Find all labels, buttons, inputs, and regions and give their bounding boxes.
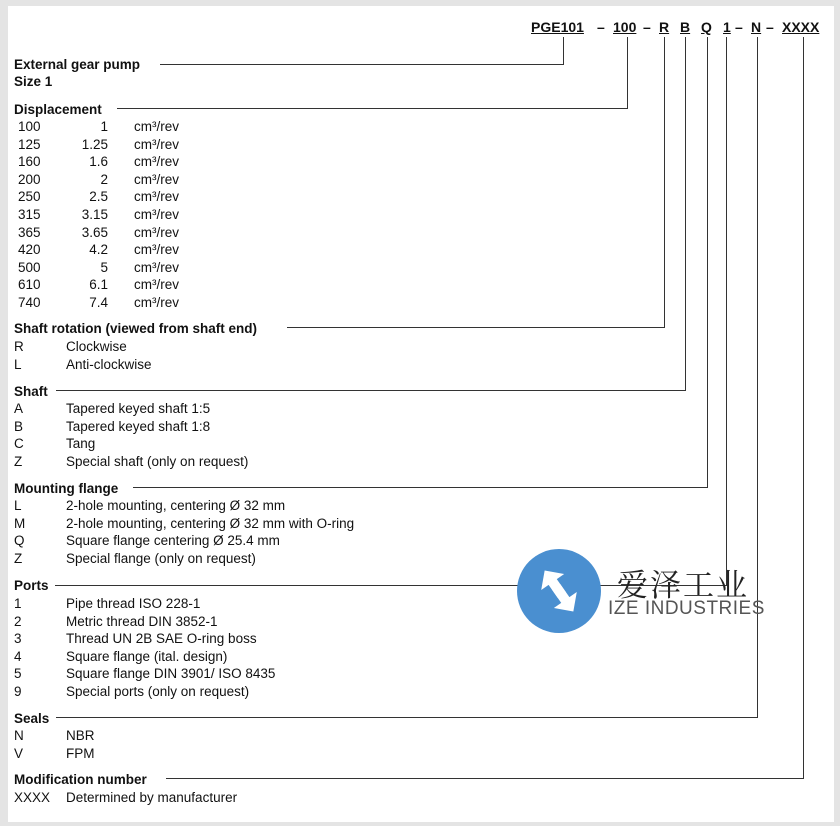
displacement-value: 3.15 [81, 207, 108, 222]
code-ports: 1 [723, 19, 731, 35]
displacement-value: 1.6 [89, 154, 108, 170]
code-modification: XXXX [782, 19, 820, 35]
displacement-unit: cm³/rev [134, 242, 179, 258]
modification-title: Modification number [14, 772, 147, 787]
flange-option-code: Q [14, 533, 25, 549]
code-shaft: B [680, 19, 691, 35]
flange-option-desc: 2-hole mounting, centering Ø 32 mm with O-ring [66, 515, 355, 531]
ports-option-desc: Metric thread DIN 3852-1 [66, 613, 218, 629]
shaft-option-desc: Tang [66, 436, 96, 452]
shaft-option-code: C [14, 436, 24, 452]
code-seals: N [751, 19, 762, 35]
flange-option-desc: 2-hole mounting, centering Ø 32 mm [66, 498, 286, 513]
displacement-value: 2 [100, 171, 108, 187]
code-rotation: R [659, 19, 670, 35]
leader-v-displacement [627, 37, 628, 109]
flange-option-code: M [14, 515, 26, 531]
displacement-unit: cm³/rev [134, 259, 179, 275]
displacement-code: 740 [18, 295, 41, 310]
flange-option-desc: Special flange (only on request) [66, 550, 256, 566]
displacement-unit: cm³/rev [134, 136, 179, 152]
rotation-option-code: R [14, 339, 24, 354]
displacement-unit: cm³/rev [134, 295, 179, 310]
rotation-title: Shaft rotation (viewed from shaft end) [14, 321, 258, 336]
displacement-value: 7.4 [89, 295, 108, 310]
ports-option-desc: Pipe thread ISO 228-1 [66, 596, 201, 611]
pump-title: External gear pump [14, 57, 141, 72]
ports-option-code: 5 [14, 666, 22, 682]
leader-seals [56, 717, 758, 718]
flange-title: Mounting flange [14, 481, 119, 496]
leader-rotation [287, 327, 665, 328]
ports-option-code: 2 [14, 613, 22, 629]
displacement-unit: cm³/rev [134, 277, 179, 293]
displacement-value: 2.5 [89, 189, 108, 205]
displacement-value: 1.25 [81, 136, 108, 152]
ports-option-code: 4 [14, 648, 22, 664]
leader-modification [166, 778, 804, 779]
displacement-value: 6.1 [89, 277, 108, 293]
ports-title: Ports [14, 578, 49, 593]
displacement-value: 1 [100, 119, 108, 134]
displacement-value: 4.2 [89, 242, 108, 258]
ports-option-code: 1 [14, 596, 22, 611]
ize-logo-icon [514, 546, 604, 636]
displacement-title: Displacement [14, 102, 102, 117]
shaft-title: Shaft [14, 384, 48, 399]
leader-displacement [117, 108, 628, 109]
leader-v-modification [803, 37, 804, 779]
leader-pump [160, 64, 564, 65]
displacement-code: 500 [18, 259, 41, 275]
seals-option-code: N [14, 728, 24, 743]
ports-option-desc: Square flange (ital. design) [66, 648, 228, 664]
seals-option-desc: FPM [66, 745, 95, 761]
watermark-en: IZE INDUSTRIES [608, 598, 765, 619]
displacement-unit: cm³/rev [134, 171, 179, 187]
flange-option-code: L [14, 498, 22, 513]
ports-option-code: 3 [14, 631, 22, 647]
ports-option-desc: Thread UN 2B SAE O-ring boss [66, 631, 257, 647]
shaft-option-desc: Tapered keyed shaft 1:8 [66, 418, 211, 434]
leader-v-flange [707, 37, 708, 488]
ports-option-desc: Special ports (only on request) [66, 684, 250, 699]
code-model: PGE101 [531, 19, 584, 35]
displacement-value: 3.65 [81, 224, 108, 240]
seals-option-desc: NBR [66, 728, 95, 743]
displacement-unit: cm³/rev [134, 189, 179, 205]
rotation-option-code: L [14, 356, 22, 372]
leader-v-rotation [664, 37, 665, 328]
modification-option-code: XXXX [14, 790, 51, 805]
displacement-value: 5 [100, 259, 108, 275]
displacement-unit: cm³/rev [134, 224, 179, 240]
ports-option-desc: Square flange DIN 3901/ ISO 8435 [66, 666, 276, 682]
displacement-code: 125 [18, 136, 41, 152]
rotation-option-desc: Anti-clockwise [66, 356, 152, 372]
displacement-unit: cm³/rev [134, 119, 179, 134]
displacement-code: 250 [18, 189, 41, 205]
displacement-code: 610 [18, 277, 41, 293]
displacement-code: 420 [18, 242, 41, 258]
watermark-cn: 爱泽工业 [617, 568, 749, 604]
displacement-code: 365 [18, 224, 41, 240]
displacement-code: 100 [18, 119, 41, 134]
ports-option-code: 9 [14, 684, 22, 699]
shaft-option-code: A [14, 401, 24, 416]
shaft-option-code: Z [14, 453, 23, 469]
leader-flange [133, 487, 708, 488]
code-flange: Q [701, 19, 712, 35]
flange-option-desc: Square flange centering Ø 25.4 mm [66, 533, 280, 549]
leader-shaft [56, 390, 686, 391]
shaft-option-code: B [14, 418, 24, 434]
displacement-unit: cm³/rev [134, 154, 179, 170]
flange-option-code: Z [14, 550, 23, 566]
code-sep: – [643, 19, 651, 35]
code-sep: – [766, 19, 774, 35]
displacement-code: 160 [18, 154, 41, 170]
pump-size: Size 1 [14, 74, 53, 89]
leader-v-shaft [685, 37, 686, 391]
displacement-code: 315 [18, 207, 41, 222]
code-sep: – [597, 19, 605, 35]
seals-title: Seals [14, 711, 50, 726]
displacement-unit: cm³/rev [134, 207, 179, 222]
code-sep: – [735, 19, 743, 35]
shaft-option-desc: Special shaft (only on request) [66, 453, 249, 469]
displacement-code: 200 [18, 171, 41, 187]
seals-option-code: V [14, 745, 24, 761]
leader-v-ports [726, 37, 727, 586]
shaft-option-desc: Tapered keyed shaft 1:5 [66, 401, 211, 416]
modification-option-desc: Determined by manufacturer [66, 790, 238, 805]
leader-v-model [563, 37, 564, 65]
code-displacement: 100 [613, 19, 637, 35]
rotation-option-desc: Clockwise [66, 339, 127, 354]
